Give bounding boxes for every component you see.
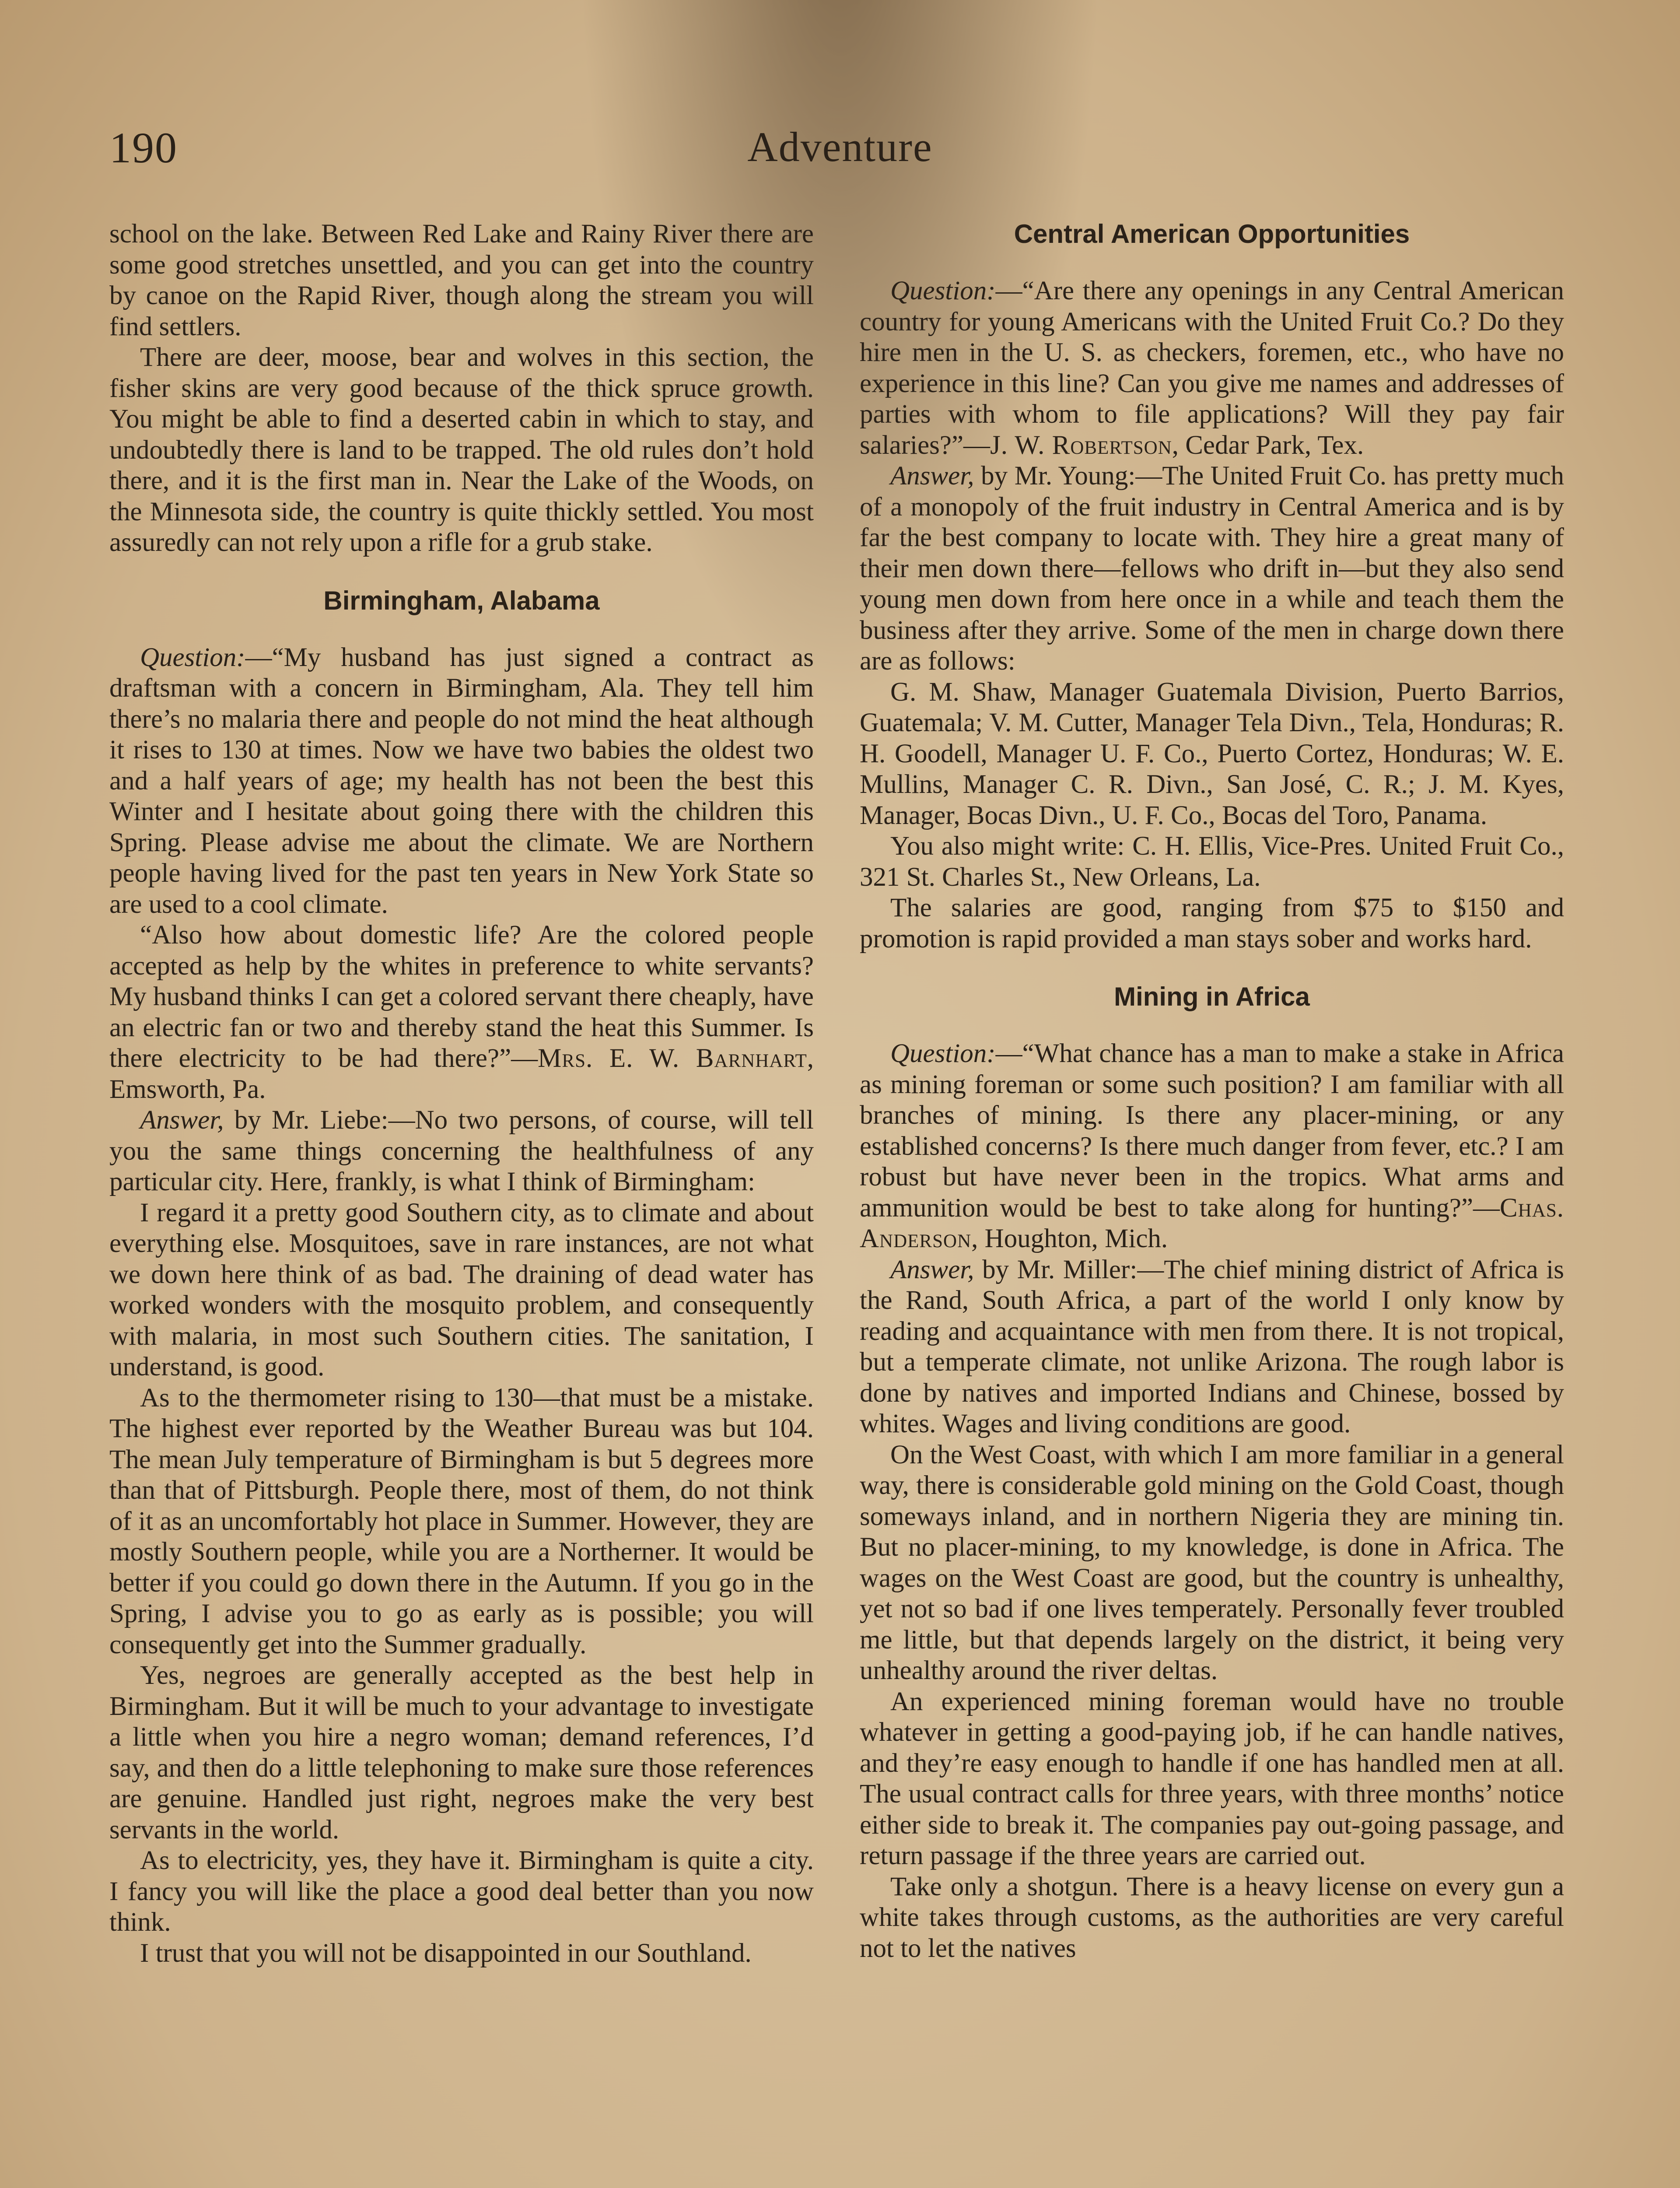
answer-paragraph [860,1255,1564,1440]
paragraph: I regard it a pretty good Southern city, as to climate and about everything else. Mosquitoes, save in rare instances, are not what we down here think of as bad. The draining of dead water has worked wonders with the mosquito problem, and consequently with malaria, in most such Southern cities. The sanitation, I understand, is good. [109,1198,814,1382]
answer-label: Answer, [140,1105,224,1135]
paragraph: G. M. Shaw, Manager Guatemala Division, Puerto Barrios, Guatemala; V. M. Cutter, Manager Tela Divn., Tela, Honduras; R. H. Goodell, Manager U. F. Co., Puerto Cortez, Honduras; W. E. Mullins, Manager C. R. Divn., San José, C. R.; J. M. Kyes, Manager, Bocas Divn., U. F. Co., Bocas del Toro, Panama. [860,677,1564,830]
correspondent-name: J. W. Robertson [990,430,1172,460]
section-heading: Central American Opportunities [1014,219,1410,249]
running-title: Adventure [747,123,933,170]
answer-text: by Mr. Miller:—The chief mining district of Africa is the Rand, South Africa, a part of the world I only know by reading and acquaintance with men from there. It is not tropical, but a temperate climate, not unlike Arizona. The rough labor is done by natives and imported Indians and Chinese, bossed by whites. Wages and living conditions are good. [860,1255,1564,1438]
paragraph: On the West Coast, with which I am more familiar in a general way, there is considerable gold mining on the Gold Coast, though someways inland, and in northern Nigeria they are mining tin. But no placer-mining, to my knowledge, is done in Africa. The wages on the West Coast are good, but the country is unhealthy, yet not so bad if one lives temperately. Personally fever troubled me little, but that depends largely on the district, it being very unhealthy around the river deltas. [860,1440,1564,1685]
answer-label: Answer, [890,461,974,491]
answer-paragraph [109,1105,814,1198]
right-column [860,219,1564,1964]
correspondent-place: , Houghton, Mich. [971,1224,1168,1253]
page-header [109,118,1571,179]
question-paragraph [109,642,814,920]
left-column [109,219,814,1969]
question-text: —“Are there any openings in any Central American country for young Americans with the United Fruit Co.? Do they hire men in the U. S. as checkers, foremen, etc., who have no experience in this line? Can you give me names and addresses of parties with whom to file applications? Will they pay fair salaries?”— [860,276,1564,460]
paragraph: As to electricity, yes, they have it. Birmingham is quite a city. I fancy you will like the place a good deal better than you now think. [109,1846,814,1937]
correspondent-place: , Cedar Park, Tex. [1172,430,1364,460]
page-number: 190 [109,123,178,172]
answer-paragraph [860,461,1564,677]
question-label: Question: [890,276,996,305]
paragraph: Take only a shotgun. There is a heavy license on every gun a white takes through customs, as the authorities are very careful not to let the natives [860,1872,1564,1963]
answer-label: Answer, [890,1255,974,1284]
question-paragraph [860,1038,1564,1255]
question-text: —“What chance has a man to make a stake in Africa as mining foreman or some such position? I am familiar with all branches of mining. Is there any placer-mining, or any established concerns? Is there much danger from fever, etc.? I am robust but have never been in the tropics. What arms and ammunition would be best to take along for hunting?”— [860,1039,1564,1223]
section-heading: Birmingham, Alabama [323,586,600,615]
question-paragraph [109,920,814,1105]
correspondent-place: , Emsworth, Pa. [109,1044,814,1104]
paragraph: As to the thermometer rising to 130—that must be a mistake. The highest ever reported by the Weather Bureau was but 104. The mean July temperature of Birmingham is but 5 degrees more than that of Pittsburgh. People there, most of them, do not think of it as an uncomfortably hot place in Summer. However, they are mostly Southern people, while you are a Northerner. It would be better if you could go down there in the Autumn. If you go in the Spring, I advise you to go as early as is possible; you will consequently get into the Summer gradually. [109,1383,814,1659]
question-label: Question: [890,1039,996,1068]
paragraph: The salaries are good, ranging from $75 to $150 and promotion is rapid provided a man stays sober and works hard. [860,893,1564,954]
answer-text: by Mr. Young:—The United Fruit Co. has pretty much of a monopoly of the fruit industry in Central America and is by far the best company to locate with. They hire a great many of their men down there—fellows who drift in—but they also send young men down from here once in a while and teach them the business after they arrive. Some of the men in charge down there are as follows: [860,461,1564,676]
question-label: Question: [140,642,245,672]
question-text: “Also how about domestic life? Are the colored people accepted as help by the whites in preference to white servants? My husband thinks I can get a colored servant there cheaply, have an electric fan or two and thereby stand the heat this Summer. Is there electricity to be had there?”— [109,920,814,1073]
answer-text: by Mr. Liebe:—No two persons, of course, will tell you the same things concerning the healthfulness of any particular city. Here, frankly, is what I think of Birmingham: [109,1105,814,1196]
correspondent-name: Chas. Anderson [860,1193,1564,1253]
paragraph: I trust that you will not be disappointed in our Southland. [140,1938,752,1968]
correspondent-name: Mrs. E. W. Barnhart [538,1044,807,1073]
paragraph: There are deer, moose, bear and wolves in this section, the fisher skins are very good because of the thick spruce growth. You might be able to find a deserted cabin in which to stay, and undoubtedly there is land to be trapped. The old rules don’t hold there, and it is the first man in. Near the Lake of the Woods, on the Minnesota side, the country is quite thickly settled. You most assuredly can not rely upon a rifle for a grub stake. [109,343,814,557]
paragraph: school on the lake. Between Red Lake and Rainy River there are some good stretches unsettled, and you can get into the country by canoe on the Rapid River, though along the stream you will find settlers. [109,219,814,341]
paragraph: You also might write: C. H. Ellis, Vice-Pres. United Fruit Co., 321 St. Charles St., New Orleans, La. [860,831,1564,892]
question-paragraph [860,276,1564,461]
question-text: —“My husband has just signed a contract as draftsman with a concern in Birmingham, Ala. They tell him there’s no malaria there and people do not mind the heat although it rises to 130 at times. Now we have two babies the oldest two and a half years of age; my health has not been the best this Winter and I hesitate about going there with the children this Spring. Please advise me about the climate. We are Northern people having lived for the past ten years in New York State so are used to a cool climate. [109,642,814,919]
section-heading: Mining in Africa [1114,982,1310,1011]
paragraph: An experienced mining foreman would have no trouble whatever in getting a good-paying job, if he can handle natives, and they’re easy enough to handle if one has handled men at all. The usual contract calls for three years, with three months’ notice either side to break it. The companies pay out-going passage, and return passage if the three years are carried out. [860,1687,1564,1870]
paragraph: Yes, negroes are generally accepted as the best help in Birmingham. But it will be much to your advantage to investigate a little when you hire a negro woman; demand references, I’d say, and then do a little telephoning to make sure those references are genuine. Handled just right, negroes make the very best servants in the world. [109,1661,814,1844]
